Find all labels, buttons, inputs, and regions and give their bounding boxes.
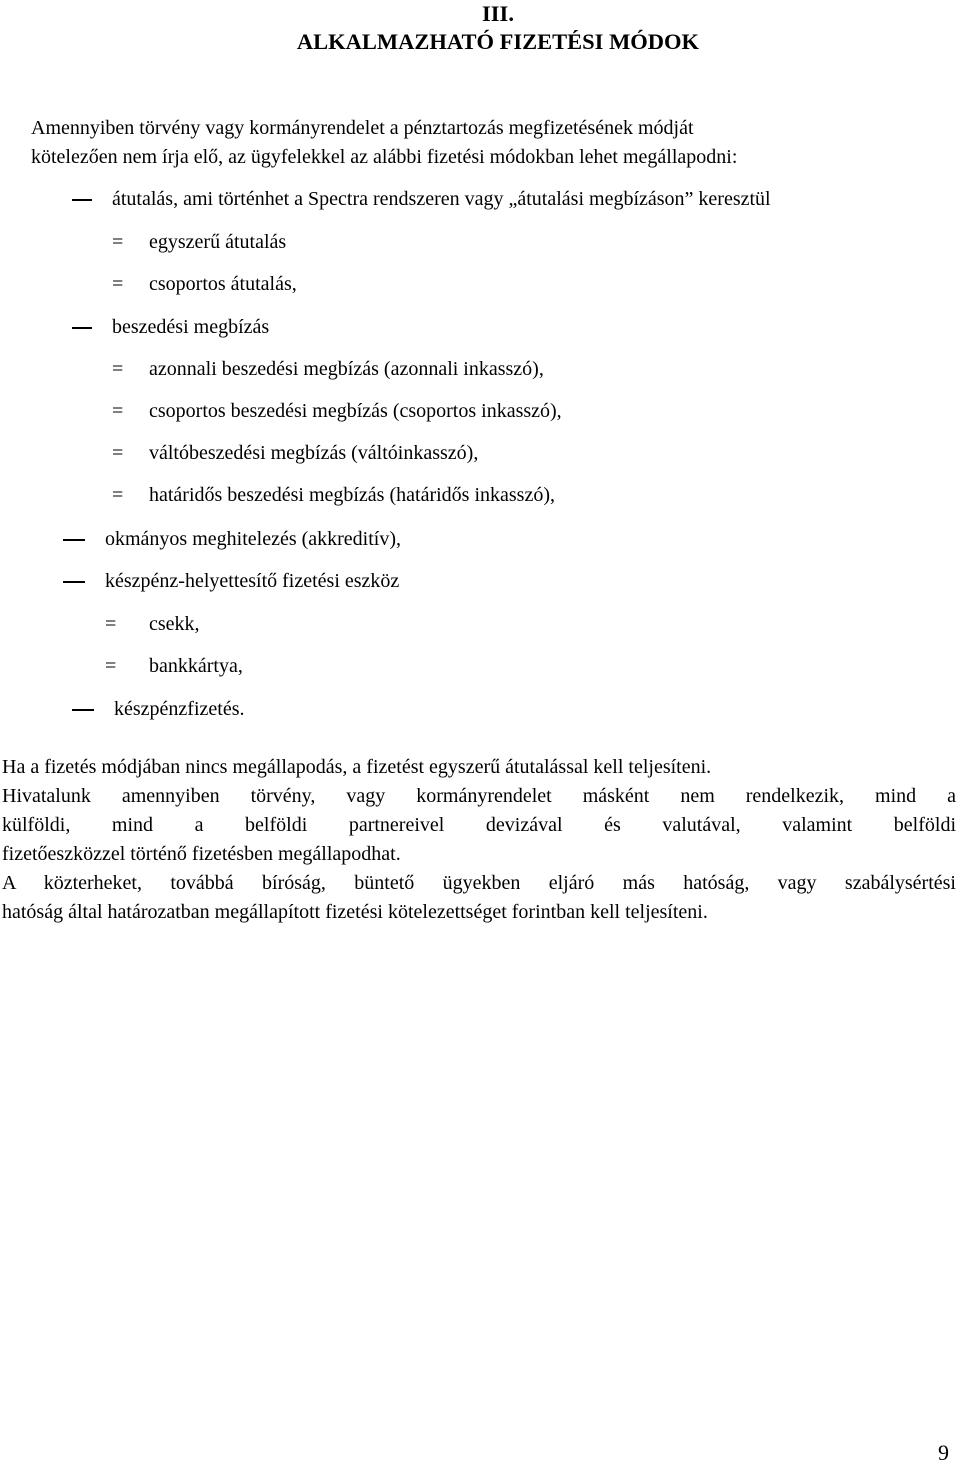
section-number: III. [482,1,514,26]
sub-item-label: csoportos beszedési megbízás (csoportos inkasszó), [149,400,562,422]
list-item-label: beszedési megbízás [112,316,270,338]
list-item-label: okmányos meghitelezés (akkreditív), [105,528,402,550]
equals-bullet: = [105,613,117,635]
list-item-label: készpénz-helyettesítő fizetési eszköz [105,570,400,592]
equals-bullet: = [112,231,124,253]
equals-bullet: = [105,655,117,677]
sub-item-label: csekk, [149,613,200,635]
paragraph-public-charges-line-1: A közterheket, továbbá bíróság, büntető ügyekben eljáró más hatóság, vagy szabálysértési [2,872,956,894]
section-title: ALKALMAZHATÓ FIZETÉSI MÓDOK [296,29,700,54]
dash-bullet [72,709,94,711]
equals-bullet: = [112,358,124,380]
list-item-label: készpénzfizetés. [114,698,245,720]
paragraph-currency-line-2: külföldi, mind a belföldi partnereivel devizával és valutával, valamint belföldi [2,814,956,836]
dash-bullet [72,199,92,201]
equals-bullet: = [112,442,124,464]
sub-item-label: azonnali beszedési megbízás (azonnali inkasszó), [149,358,544,380]
sub-item-label: bankkártya, [149,655,243,677]
paragraph-public-charges-line-2: hatóság által határozatban megállapított fizetési kötelezettséget forintban kell teljesíteni. [2,901,708,923]
list-item-label: átutalás, ami történhet a Spectra rendszeren vagy „átutalási megbízáson” keresztül [112,188,771,210]
paragraph-default-method: Ha a fizetés módjában nincs megállapodás, a fizetést egyszerű átutalással kell teljesíteni. [2,756,712,778]
intro-line-2: kötelezően nem írja elő, az ügyfelekkel az alábbi fizetési módokban lehet megállapodni: [31,146,738,168]
sub-item-label: csoportos átutalás, [149,273,297,295]
page-number: 9 [938,1440,949,1465]
equals-bullet: = [112,484,124,506]
paragraph-currency-line-3: fizetőeszközzel történő fizetésben megállapodhat. [2,843,401,865]
sub-item-label: határidős beszedési megbízás (határidős inkasszó), [149,484,555,506]
dash-bullet [63,581,85,583]
equals-bullet: = [112,273,124,295]
intro-line-1: Amennyiben törvény vagy kormányrendelet a pénztartozás megfizetésének módját [31,117,694,139]
sub-item-label: egyszerű átutalás [149,231,287,253]
dash-bullet [63,539,85,541]
sub-item-label: váltóbeszedési megbízás (váltóinkasszó), [149,442,479,464]
equals-bullet: = [112,400,124,422]
dash-bullet [72,327,92,329]
paragraph-currency-line-1: Hivatalunk amennyiben törvény, vagy kormányrendelet másként nem rendelkezik, mind a [2,785,956,807]
